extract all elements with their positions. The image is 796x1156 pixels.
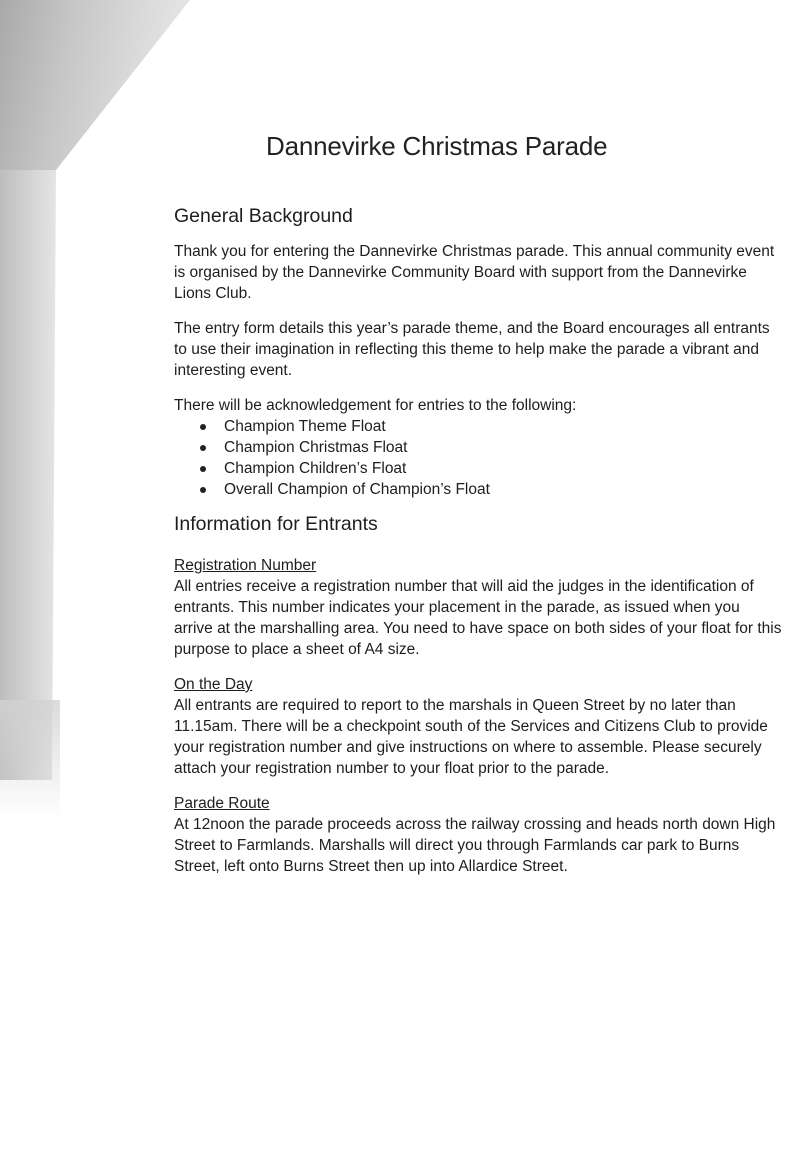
section-heading-information: Information for Entrants: [174, 513, 378, 535]
paragraph-entry-form: [174, 318, 796, 381]
subheading-on-the-day: On the Day: [174, 676, 253, 693]
text-line: All entries receive a registration number that will aid the judges in the identification of: [174, 578, 754, 595]
subheading-registration-number: Registration Number: [174, 557, 317, 574]
text-line: Lions Club.: [174, 285, 252, 302]
award-label: Overall Champion of Champion’s Float: [224, 481, 490, 498]
list-item: [200, 479, 796, 500]
text-line: 11.15am. There will be a checkpoint south of the Services and Citizens Club to provide: [174, 718, 768, 735]
text-line: entrants. This number indicates your placement in the parade, as issued when you: [174, 599, 740, 616]
document-title: Dannevirke Christmas Parade: [266, 131, 608, 161]
text-line: Street, left onto Burns Street then up into Allardice Street.: [174, 858, 568, 875]
acknowledgement-lead: There will be acknowledgement for entries to the following:: [174, 397, 577, 414]
text-line: is organised by the Dannevirke Community Board with support from the Dannevirke: [174, 264, 747, 281]
list-item: [200, 458, 796, 479]
text-line: Thank you for entering the Dannevirke Christmas parade. This annual community event: [174, 243, 775, 260]
bullet-icon: [200, 424, 206, 430]
section-heading-general-background: General Background: [174, 205, 353, 227]
paragraph-on-the-day: [174, 695, 796, 779]
bullet-icon: [200, 487, 206, 493]
text-line: attach your registration number to your float prior to the parade.: [174, 760, 610, 777]
award-label: Champion Theme Float: [224, 418, 386, 435]
award-label: Champion Children’s Float: [224, 460, 407, 477]
paragraph-parade-route: [174, 814, 796, 877]
text-line: to use their imagination in reflecting this theme to help make the parade a vibrant and: [174, 341, 760, 358]
bullet-icon: [200, 466, 206, 472]
award-label: Champion Christmas Float: [224, 439, 408, 456]
text-line: The entry form details this year’s parade theme, and the Board encourages all entrants: [174, 320, 770, 337]
text-line: your registration number and give instructions on where to assemble. Please securely: [174, 739, 762, 756]
paragraph-thank-you: [174, 241, 796, 304]
paragraph-registration: [174, 576, 796, 660]
list-item: [200, 416, 796, 437]
awards-list: [174, 416, 796, 500]
list-item: [200, 437, 796, 458]
text-line: At 12noon the parade proceeds across the railway crossing and heads north down High: [174, 816, 776, 833]
text-line: Street to Farmlands. Marshalls will direct you through Farmlands car park to Burns: [174, 837, 740, 854]
text-line: purpose to place a sheet of A4 size.: [174, 641, 420, 658]
subheading-parade-route: Parade Route: [174, 795, 270, 812]
text-line: interesting event.: [174, 362, 293, 379]
text-line: arrive at the marshalling area. You need to have space on both sides of your float for this: [174, 620, 782, 637]
bullet-icon: [200, 445, 206, 451]
document-body: [174, 206, 796, 891]
text-line: All entrants are required to report to the marshals in Queen Street by no later than: [174, 697, 736, 714]
